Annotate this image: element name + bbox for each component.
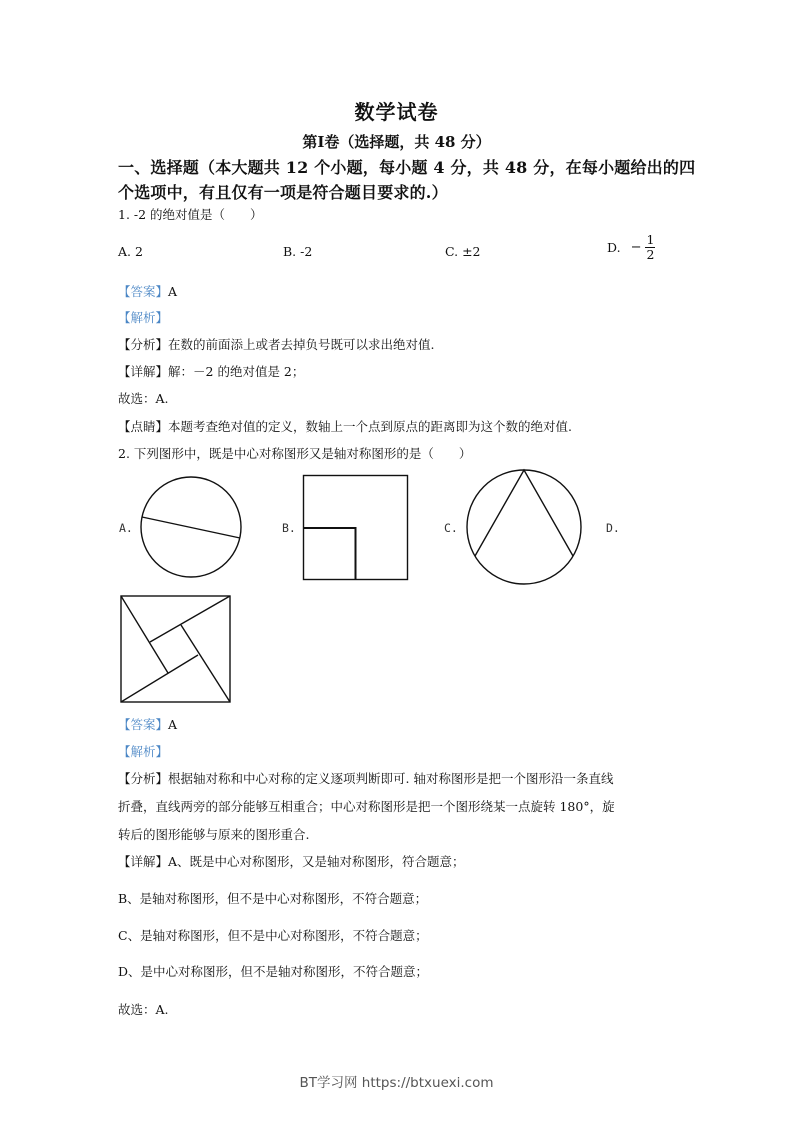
q1-option-b: B. -2 — [283, 244, 313, 259]
q1-option-c: C. ±2 — [445, 244, 481, 259]
answer-label: 【答案】 — [118, 717, 169, 732]
minus-sign: − — [630, 240, 642, 255]
page-title: 数学试卷 — [354, 100, 439, 124]
fenxi-text: 在数的前面添上或者去掉负号既可以求出绝对值. — [168, 337, 435, 352]
dianjing-label: 【点睛】 — [118, 419, 169, 434]
q2-fenxi-line-2: 折叠，直线两旁的部分能够互相重合；中心对称图形是把一个图形绕某一点旋转 180°，旋 — [118, 799, 615, 814]
figure-label-b: B. — [282, 521, 296, 535]
figure-label-a: A. — [119, 521, 133, 535]
figure-label-c: C. — [444, 521, 458, 535]
dianjing-text: 本题考查绝对值的定义，数轴上一个点到原点的距离即为这个数的绝对值. — [168, 419, 572, 434]
q2-xiangjie-d: D、是中心对称图形，但不是轴对称图形，不符合题意； — [118, 964, 429, 979]
fenxi-label: 【分析】 — [118, 771, 169, 786]
fenxi-text: 根据轴对称和中心对称的定义逐项判断即可. 轴对称图形是把一个图形沿一条直线 — [168, 771, 614, 786]
xiangjie-label: 【详解】 — [118, 364, 169, 379]
fraction-denominator: 2 — [646, 247, 655, 262]
q2-xiangjie-b: B、是轴对称图形，但不是中心对称图形，不符合题意； — [118, 891, 428, 906]
q1-option-d-label: D. — [607, 240, 621, 255]
q2-xiangjie-c: C、是轴对称图形，但不是中心对称图形，不符合题意； — [118, 928, 428, 943]
q2-xiangjie-a — [118, 852, 465, 870]
q2-choose: 故选：A. — [118, 1002, 169, 1017]
q2-fenxi-line-3: 转后的图形能够与原来的图形重合. — [118, 827, 310, 842]
answer-value: A — [168, 284, 178, 299]
section-heading-line-1: 一、选择题（本大题共 12 个小题，每小题 4 分，共 48 分，在每小题给出的四 — [118, 158, 696, 177]
fenxi-label: 【分析】 — [118, 337, 169, 352]
q2-fenxi-line-1 — [118, 769, 613, 787]
q1-stem: 1. -2 的绝对值是（ ） — [118, 207, 263, 222]
q2-analysis-label: 【解析】 — [118, 744, 169, 759]
section-heading-line-2: 个选项中，有且仅有一项是符合题目要求的.） — [118, 183, 448, 202]
q2-stem: 2. 下列图形中，既是中心对称图形又是轴对称图形的是（ ） — [118, 446, 472, 461]
xiangjie-text: A、既是中心对称图形，又是轴对称图形，符合题意； — [168, 854, 465, 869]
q2-answer — [118, 715, 177, 733]
xiangjie-label: 【详解】 — [118, 854, 169, 869]
q1-analysis-label: 【解析】 — [118, 310, 169, 325]
xiangjie-text: 解：－2 的绝对值是 2； — [168, 364, 305, 379]
figure-label-d: D. — [606, 521, 620, 535]
fraction-numerator: 1 — [646, 232, 655, 247]
q1-option-a: A. 2 — [118, 244, 143, 259]
page-subtitle: 第Ⅰ卷（选择题，共 48 分） — [302, 133, 491, 151]
footer-watermark: BT学习网 https://btxuexi.com — [299, 1075, 494, 1091]
answer-label: 【答案】 — [118, 284, 169, 299]
answer-value: A — [168, 717, 178, 732]
q1-choose: 故选：A. — [118, 391, 169, 406]
